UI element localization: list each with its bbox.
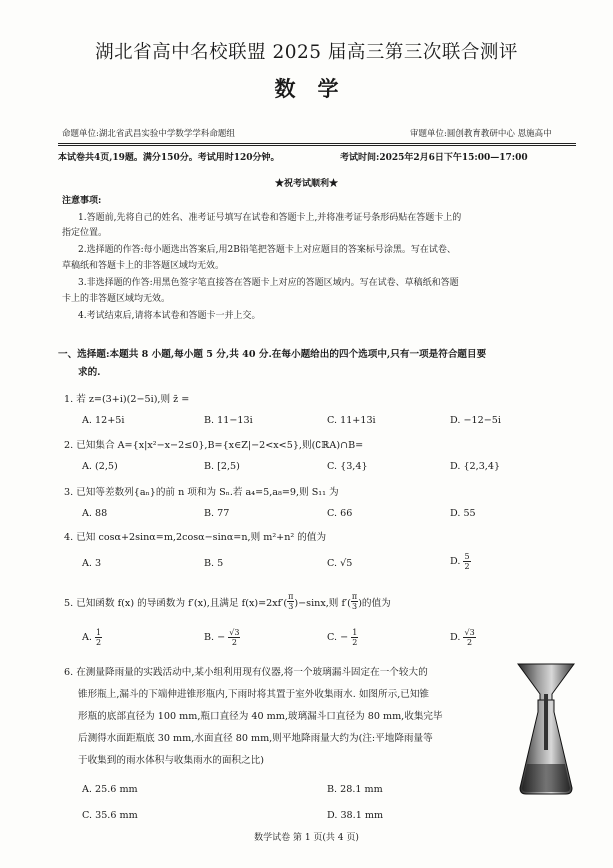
q6-line: 后测得水面距瓶底 30 mm,水面直径 80 mm,则平地降雨量大约为(注:平地降雨量等	[78, 733, 433, 744]
water-level	[522, 764, 570, 792]
denominator: 2	[96, 638, 102, 647]
denominator: 2	[464, 562, 470, 571]
option-prefix: A.	[82, 632, 92, 643]
q4-option-c: C. √5	[327, 558, 353, 569]
q1-stem: 1. 若 z=(3+i)(2−5i),则 z̄ =	[64, 394, 190, 405]
q5-option-c	[327, 628, 358, 647]
numerator: 1	[352, 628, 358, 637]
numerator: √3	[229, 628, 240, 637]
fraction	[463, 552, 470, 571]
fraction	[287, 592, 294, 611]
numerator: 1	[96, 628, 102, 637]
note-line: 1.答题前,先将自己的姓名、准考证号填写在试卷和答题卡上,并将准考证号条形码贴在答题卡上的	[78, 213, 462, 223]
q6-option-d: D. 38.1 mm	[327, 810, 384, 821]
option-prefix: C. −	[327, 632, 349, 643]
q3-option-a: A. 88	[82, 508, 108, 519]
q6-option-a: A. 25.6 mm	[82, 784, 138, 795]
option-prefix: D.	[450, 632, 461, 643]
good-luck-banner: ★祝考试顺利★	[274, 179, 338, 189]
note-line: 指定位置。	[62, 228, 108, 238]
q4-option-d	[450, 552, 471, 571]
subject-title: 数学	[274, 76, 361, 101]
q4-stem: 4. 已知 cosα+2sinα=m,2cosα−sinα=n,则 m²+n² 的值为	[64, 532, 327, 543]
q6-line: 锥形瓶上,漏斗的下端伸进锥形瓶内,下雨时将其置于室外收集雨水. 如图所示,已知锥	[78, 689, 430, 700]
fraction	[463, 628, 475, 647]
numerator: √3	[464, 628, 475, 637]
denominator: 2	[467, 638, 473, 647]
section-heading-cont: 求的.	[78, 367, 101, 378]
q1-option-a: A. 12+5i	[82, 415, 125, 426]
fraction	[351, 592, 358, 611]
q6-line: 于收集到的雨水体积与收集雨水的面积之比)	[78, 755, 265, 766]
note-line: 2.选择题的作答:每小题选出答案后,用2B铅笔把答题卡上对应题目的答案标号涂黑。写在试卷、	[78, 245, 456, 255]
q6-option-c: C. 35.6 mm	[82, 810, 138, 821]
q4-option-a: A. 3	[82, 558, 102, 569]
q3-option-b: B. 77	[204, 508, 230, 519]
denominator: 2	[231, 638, 237, 647]
q6-option-b: B. 28.1 mm	[327, 784, 383, 795]
q1-option-b: B. 11−13i	[204, 415, 253, 426]
denominator: 2	[352, 638, 358, 647]
q5-option-a	[82, 628, 102, 647]
exam-time: 考试时间:2025年2月6日下午15:00—17:00	[340, 153, 528, 163]
exam-info: 本试卷共4页,19题。满分150分。考试用时120分钟。	[58, 153, 280, 163]
denominator: 3	[352, 602, 358, 611]
q2-option-d: D. {2,3,4}	[450, 461, 501, 472]
note-line: 4.考试结束后,请将本试卷和答题卡一并上交。	[78, 311, 261, 321]
fraction	[95, 628, 102, 647]
numerator: π	[351, 592, 358, 601]
q5-option-b	[204, 628, 240, 647]
note-line: 3.非选择题的作答:用黑色签字笔直接答在答题卡上对应的答题区域内。写在试卷、草稿纸和答题	[78, 278, 459, 288]
q3-option-d: D. 55	[450, 508, 476, 519]
section-heading: 一、选择题:本题共 8 小题,每小题 5 分,共 40 分.在每小题给出的四个选项中,只有一项是符合题目要	[58, 349, 487, 360]
exam-title: 湖北省高中名校联盟 2025 届高三第三次联合测评	[95, 42, 518, 63]
header-rule-top	[58, 143, 576, 144]
q2-option-c: C. {3,4}	[327, 461, 368, 472]
q1-option-d: D. −12−5i	[450, 415, 501, 426]
numerator: π	[288, 592, 294, 601]
review-unit: 审题单位:圆创教育教研中心 恩施高中	[410, 129, 552, 139]
q6-line: 6. 在测量降雨量的实践活动中,某小组利用现有仪器,将一个玻璃漏斗固定在一个较大的	[64, 667, 428, 678]
funnel-flask-illustration	[514, 660, 578, 800]
q5-stem	[64, 592, 391, 611]
note-line: 草稿纸和答题卡上的非答题区域均无效。	[62, 261, 225, 271]
q5-option-d	[450, 628, 476, 647]
q5-stem-part: 5. 已知函数 f(x) 的导函数为 f′(x),且满足 f(x)=2xf′(	[64, 597, 288, 609]
q4-option-b: B. 5	[204, 558, 224, 569]
q4-d-prefix: D.	[450, 556, 461, 567]
q5-stem-part: )的值为	[358, 597, 391, 609]
q6-line: 形瓶的底部直径为 100 mm,瓶口直径为 40 mm,玻璃漏斗口直径为 80 mm,收集完毕	[78, 711, 443, 722]
numerator: 5	[464, 552, 470, 561]
notes-title: 注意事项:	[62, 196, 102, 206]
fraction	[228, 628, 240, 647]
q2-option-a: A. (2,5)	[82, 461, 118, 472]
note-line: 卡上的非答题区域均无效。	[62, 294, 171, 304]
q3-stem: 3. 已知等差数列{aₙ}的前 n 项和为 Sₙ.若 a₄=5,a₈=9,则 S₁₁ 为	[64, 487, 339, 498]
q5-stem-part: )−sinx,则 f′(	[294, 597, 351, 609]
q3-option-c: C. 66	[327, 508, 353, 519]
option-prefix: B. −	[204, 632, 226, 643]
denominator: 3	[288, 602, 294, 611]
fraction	[351, 628, 358, 647]
page-footer: 数学试卷 第 1 页(共 4 页)	[254, 833, 359, 843]
funnel-stem	[544, 694, 548, 750]
q1-option-c: C. 11+13i	[327, 415, 376, 426]
author-unit: 命题单位:湖北省武昌实验中学数学学科命题组	[62, 129, 235, 139]
q2-stem: 2. 已知集合 A={x|x²−x−2≤0},B={x∈Z|−2<x<5},则(∁ℝA)∩B=	[64, 440, 364, 451]
header-rule-bottom	[58, 145, 576, 146]
q2-option-b: B. [2,5)	[204, 461, 240, 472]
